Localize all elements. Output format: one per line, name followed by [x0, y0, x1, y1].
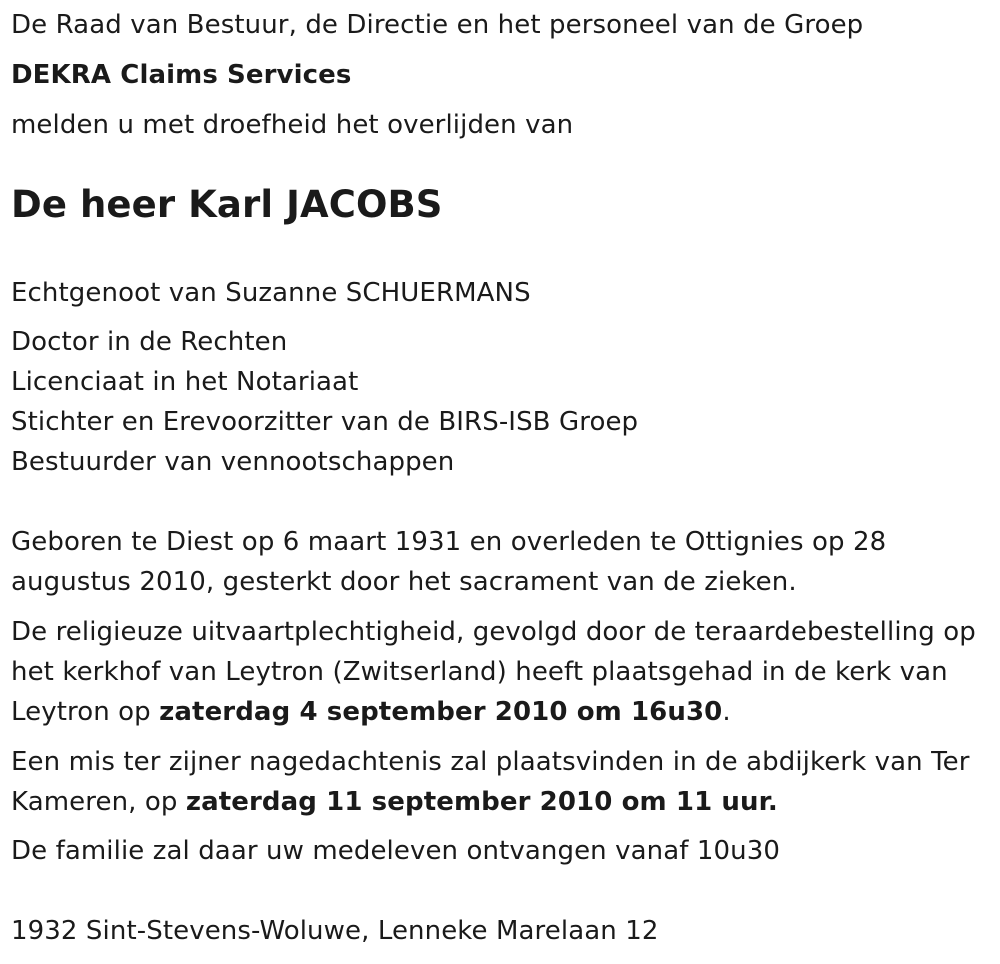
mass-line-2-prefix: Kameren, op [11, 787, 186, 817]
funeral-line-2: het kerkhof van Leytron (Zwitserland) heeft plaatsgehad in de kerk van [11, 657, 948, 687]
company-name: DEKRA Claims Services [11, 60, 352, 90]
title-licentiate: Licenciaat in het Notariaat [11, 367, 359, 397]
funeral-line-3 [11, 692, 731, 732]
mass-line-1: Een mis ter zijner nagedachtenis zal plaatsvinden in de abdijkerk van Ter [11, 747, 970, 777]
birth-death-line-2: augustus 2010, gesterkt door het sacrament van de zieken. [11, 567, 797, 597]
title-spouse: Echtgenoot van Suzanne SCHUERMANS [11, 278, 531, 308]
condolence-text: De familie zal daar uw medeleven ontvangen vanaf 10u30 [11, 836, 781, 866]
title-founder: Stichter en Erevoorzitter van de BIRS-ISB Groep [11, 407, 639, 437]
address-text: 1932 Sint-Stevens-Woluwe, Lenneke Marelaan 12 [11, 916, 659, 946]
announcement-text: melden u met droefheid het overlijden van [11, 110, 574, 140]
funeral-line-3-suffix: . [722, 697, 731, 727]
title-director: Bestuurder van vennootschappen [11, 447, 455, 477]
funeral-line-1: De religieuze uitvaartplechtigheid, gevolgd door de teraardebestelling op [11, 617, 976, 647]
title-doctor: Doctor in de Rechten [11, 327, 288, 357]
mass-date: zaterdag 11 september 2010 om 11 uur. [185, 787, 778, 817]
funeral-date: zaterdag 4 september 2010 om 16u30 [159, 697, 723, 727]
birth-death-line-1: Geboren te Diest op 6 maart 1931 en overleden te Ottignies op 28 [11, 527, 887, 557]
mass-line-2 [11, 782, 778, 822]
deceased-name: De heer Karl JACOBS [11, 183, 443, 226]
funeral-line-3-prefix: Leytron op [11, 697, 160, 727]
intro-text: De Raad van Bestuur, de Directie en het personeel van de Groep [11, 10, 864, 40]
